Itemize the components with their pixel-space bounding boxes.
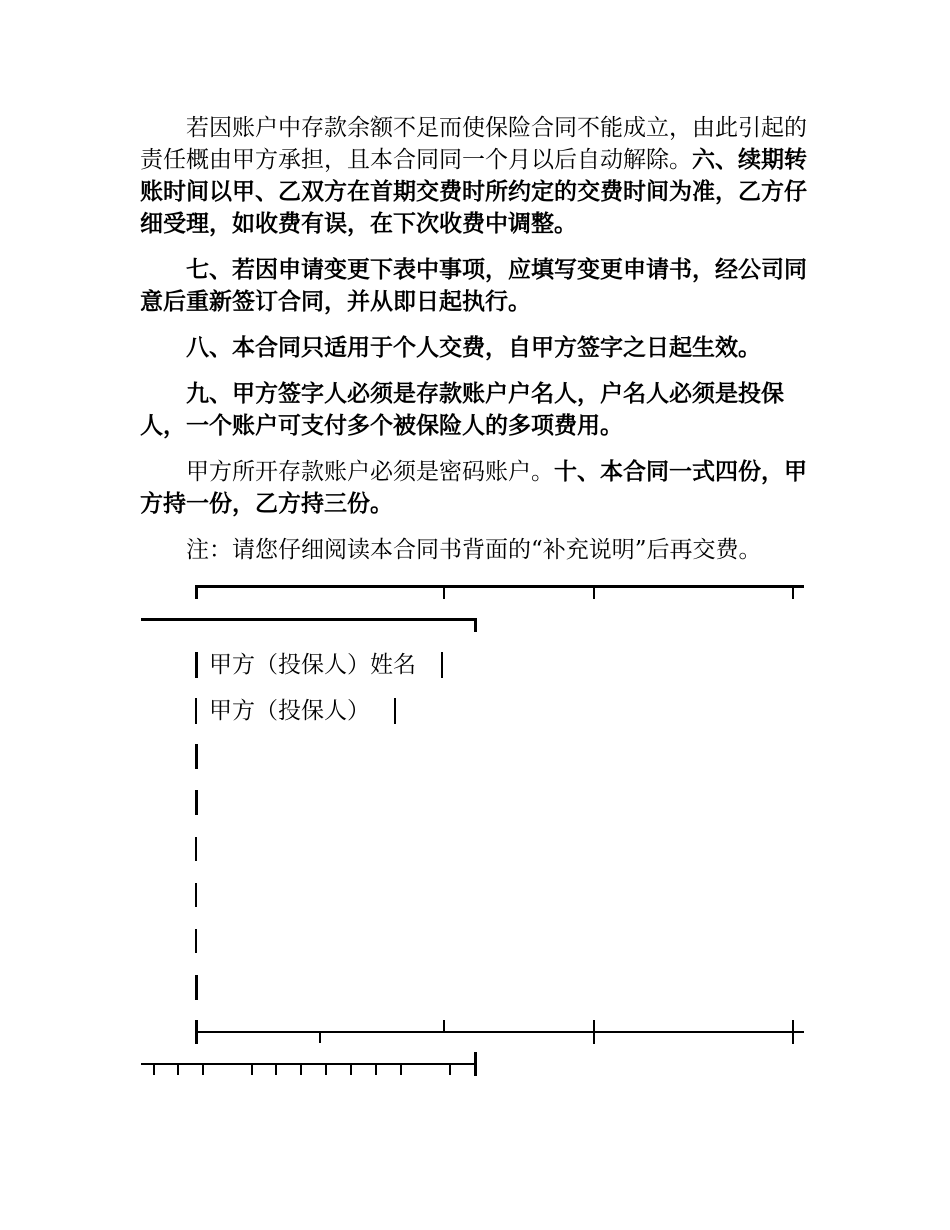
- paragraph-six: [140, 112, 815, 240]
- clause-ten: 十、本合同一式四份，甲方持一份，乙方持三份。: [140, 459, 807, 517]
- table-bottom-tick: [177, 1063, 179, 1075]
- party-a-name-label: 甲方（投保人）姓名: [209, 652, 416, 678]
- contract-text: [140, 112, 815, 580]
- paragraph-five-tail: 若因账户中存款余额不足而使保险合同不能成立，由此引起的责任概由甲方承担，且本合同同一个月以后自动解除。: [140, 115, 807, 173]
- table-bottom-tick: [375, 1063, 377, 1075]
- table-bottom-tick: [319, 1031, 321, 1043]
- row-left-border: [195, 652, 198, 678]
- table-top-tick: [792, 585, 794, 599]
- account-password-note: 甲方所开存款账户必须是密码账户。: [186, 459, 554, 485]
- clause-eight: 八、本合同只适用于个人交费，自甲方签字之日起生效。: [186, 335, 761, 361]
- table-bottom-tick: [325, 1063, 327, 1075]
- row-left-border: [195, 837, 197, 861]
- cell-separator: [441, 652, 443, 678]
- clause-nine: 九、甲方签字人必须是存款账户户名人，户名人必须是投保人，一个账户可支付多个被保险人的多项费用。: [140, 381, 784, 439]
- cell-separator: [394, 698, 396, 724]
- table-bottom-tick: [449, 1063, 451, 1075]
- table-top-tick: [443, 585, 445, 599]
- table-bottom-tick: [251, 1063, 253, 1075]
- table-bottom-tick: [300, 1063, 302, 1075]
- table-top-tick: [593, 585, 595, 599]
- table-bottom-border: [196, 1031, 804, 1033]
- table-bottom-tick: [153, 1063, 155, 1075]
- row-left-border: [195, 929, 197, 953]
- table-bottom-tick: [443, 1020, 445, 1031]
- row-left-border: [195, 744, 198, 769]
- row-left-border: [195, 790, 198, 815]
- table-bottom-tick: [275, 1063, 277, 1075]
- table-bottom-border-continued: [141, 1063, 476, 1065]
- clause-six: 六、续期转账时间以甲、乙双方在首期交费时所约定的交费时间为准，乙方仔细受理，如收费有误，在下次收费中调整。: [140, 147, 807, 237]
- table-bottom-tick: [350, 1063, 352, 1075]
- row-left-border: [195, 883, 197, 907]
- table-top-right-corner: [474, 618, 477, 632]
- row-left-border: [195, 698, 197, 724]
- row-left-border: [195, 975, 198, 1000]
- table-bottom-tick: [593, 1020, 595, 1044]
- table-top-border-continued: [141, 618, 477, 621]
- table-top-left-corner: [195, 585, 198, 599]
- table-top-border: [196, 585, 804, 588]
- party-a-label: 甲方（投保人）: [209, 698, 370, 724]
- table-bottom-right-corner: [474, 1052, 477, 1076]
- table-bottom-tick: [400, 1063, 402, 1075]
- table-bottom-tick: [792, 1020, 794, 1044]
- clause-seven: 七、若因申请变更下表中事项，应填写变更申请书，经公司同意后重新签订合同，并从即日起执行。: [140, 257, 807, 315]
- note-line: 注：请您仔细阅读本合同书背面的“补充说明”后再交费。: [186, 537, 762, 563]
- paragraph-ten: [140, 456, 815, 520]
- table-bottom-tick: [202, 1063, 204, 1075]
